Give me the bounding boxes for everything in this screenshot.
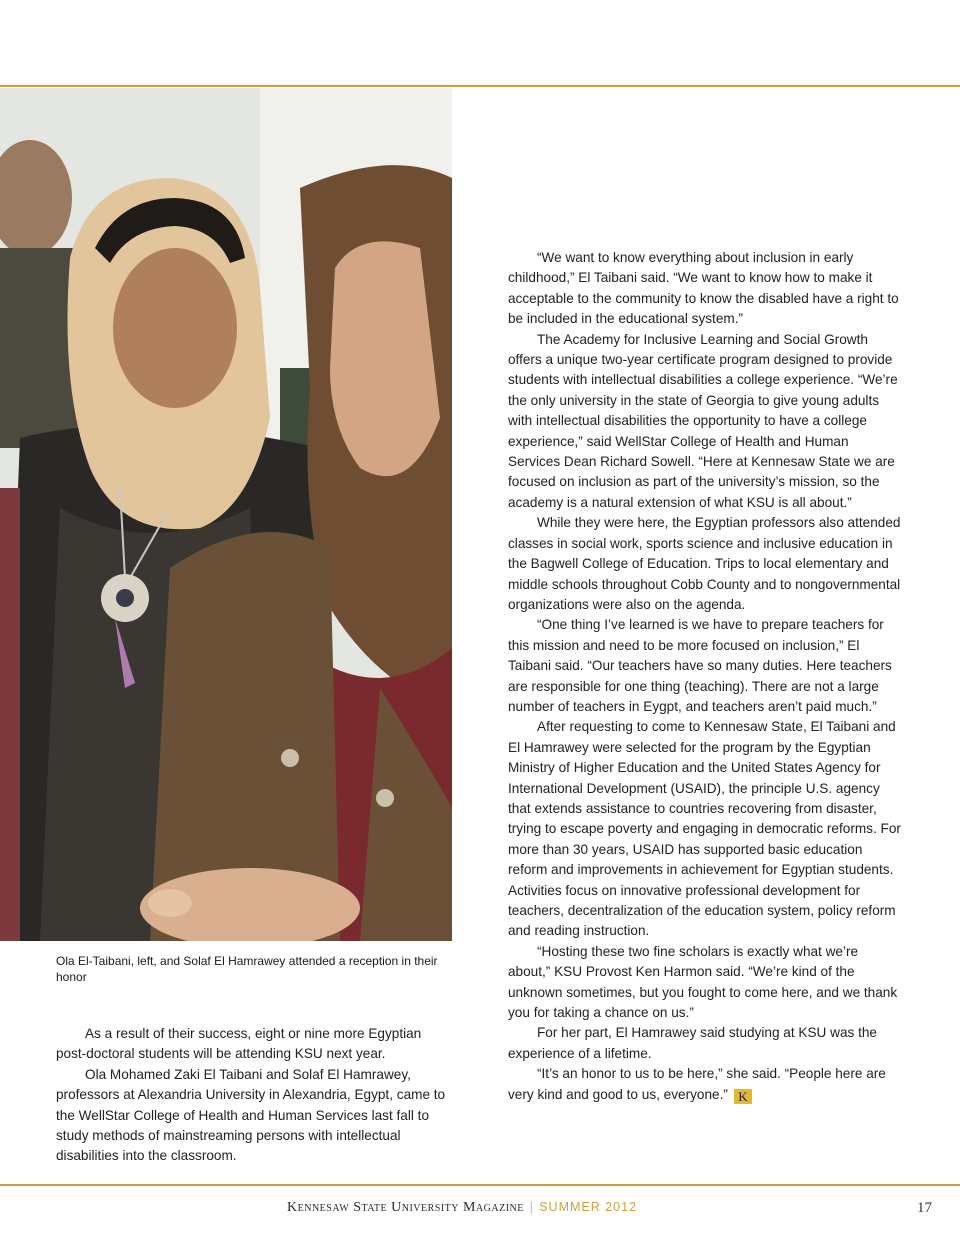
magazine-name: Kennesaw State University Magazine xyxy=(287,1200,524,1215)
paragraph: As a result of their success, eight or nine more Egyptian post-doctoral students will be attending KSU next year. xyxy=(56,1026,422,1062)
article-column-left xyxy=(56,1024,446,1167)
paragraph: “We want to know everything about inclusion in early childhood,” El Taibani said. “We want to know how to make it acceptable to the community to know the disabled have a right to be included in the educational system.” xyxy=(508,250,899,327)
paragraph: The Academy for Inclusive Learning and Social Growth offers a unique two-year certificate program designed to provide students with intellectual disabilities a college experience. “We’re the only university in the state of Georgia to give young adults with intellectual disabilities the opportunity to have a college experience,” said WellStar College of Health and Human Services Dean Richard Sowell. “Here at Kennesaw State we are focused on inclusion as part of the university’s mission, so the academy is a natural extension of what KSU is all about.” xyxy=(508,331,898,510)
article-column-right xyxy=(508,248,904,1105)
paragraph: After requesting to come to Kennesaw State, El Taibani and El Hamrawey were selected for the program by the Egyptian Ministry of Higher Education and the United States Agency for International Development (USAID), the principle U.S. agency that extends assistance to countries recovering from disaster, trying to escape poverty and engaging in democratic reforms. For more than 30 years, USAID has supported basic education reform and improvements in achievement for Egyptian students. Activities focus on innovative professional development for teachers, decentralization of the education system, policy reform and reading instruction. xyxy=(508,719,901,939)
paragraph: Ola Mohamed Zaki El Taibani and Solaf El Hamrawey, professors at Alexandria University in Alexandria, Egypt, came to the WellStar College of Health and Human Services last fall to study methods of mainstreaming persons with intellectual disabilities into the classroom. xyxy=(56,1066,446,1164)
last-paragraph-text: “It’s an honor to us to be here,” she said. “People here are very kind and good to us, everyone.” xyxy=(508,1066,886,1102)
bottom-rule xyxy=(0,1184,960,1186)
last-paragraph xyxy=(508,1064,904,1105)
top-rule xyxy=(0,85,960,87)
photo-illustration xyxy=(0,88,452,941)
page-footer xyxy=(0,1198,960,1220)
issue-label: SUMMER 2012 xyxy=(539,1200,638,1214)
page-number: 17 xyxy=(917,1200,932,1216)
photo-caption: Ola El-Taibani, left, and Solaf El Hamrawey attended a reception in their honor xyxy=(56,954,438,984)
footer-title xyxy=(287,1200,637,1216)
paragraph: “Hosting these two fine scholars is exactly what we’re about,” KSU Provost Ken Harmon said. “We’re kind of the unknown sometimes, but you fought to come here, and we thank you for taking a chance on us.” xyxy=(508,943,898,1021)
paragraph: “One thing I’ve learned is we have to prepare teachers for this mission and need to be more focused on inclusion,” El Taibani said. “Our teachers have so many duties. Here teachers are responsible for one thing (teaching). There are not a large number of teachers in Eygpt, and teachers aren’t paid much.” xyxy=(508,617,892,714)
paragraph: While they were here, the Egyptian professors also attended classes in social work, sports science and inclusive education in the Bagwell College of Education. Trips to local elementary and middle schools throughout Cobb County and to nongovernmental organizations were also on the agenda. xyxy=(508,515,901,612)
article-photo xyxy=(0,88,452,941)
footer-separator: | xyxy=(529,1200,534,1215)
paragraph: For her part, El Hamrawey said studying at KSU was the experience of a lifetime. xyxy=(508,1025,877,1061)
end-mark-icon: K xyxy=(734,1089,752,1104)
